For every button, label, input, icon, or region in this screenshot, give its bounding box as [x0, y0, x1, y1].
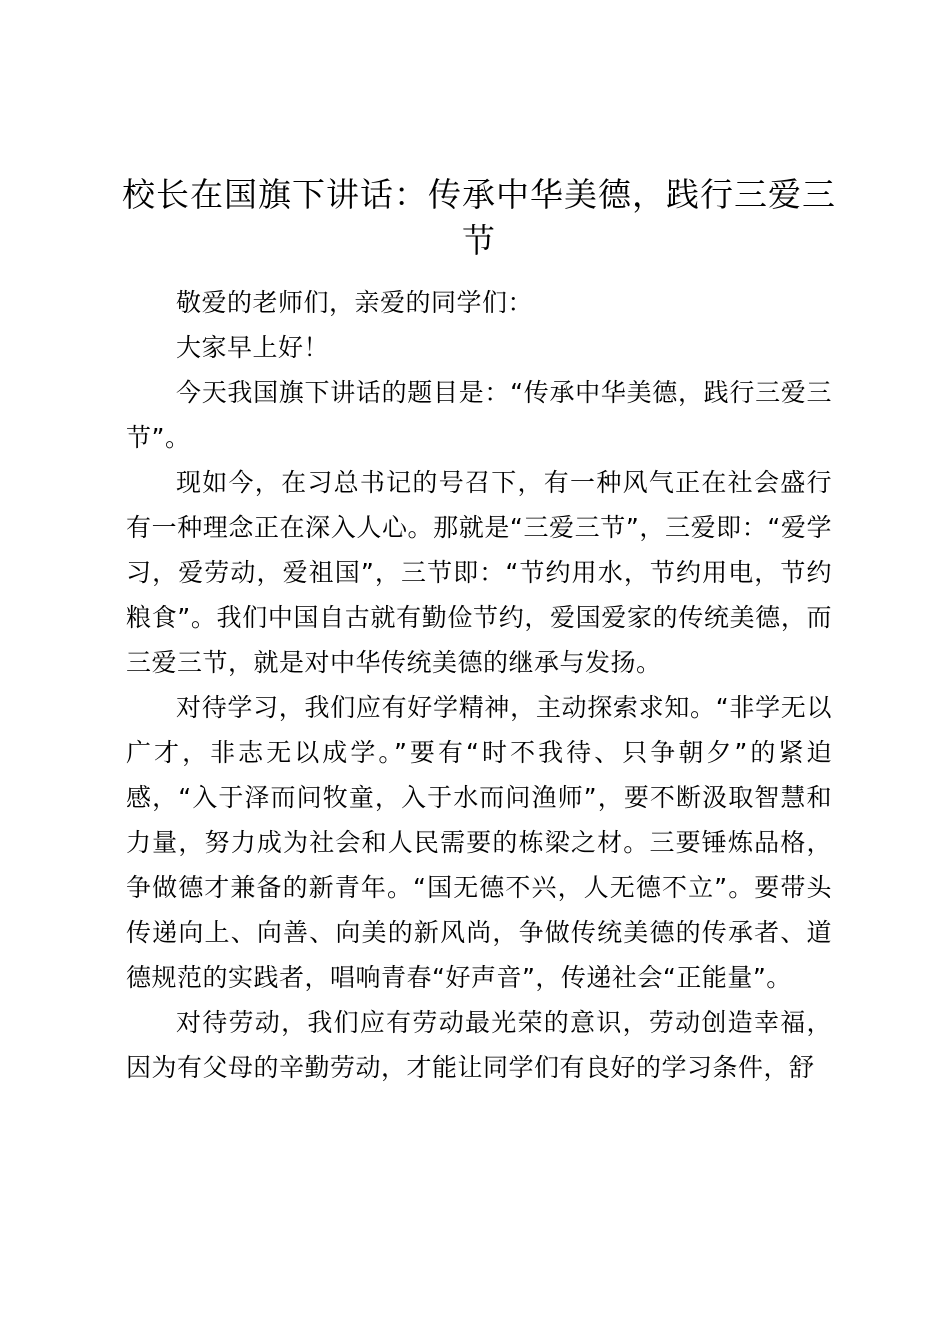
document-body [126, 280, 832, 1090]
document-title: 校长在国旗下讲话：传承中华美德，践行三爱三节 [122, 175, 836, 260]
intro-paragraph: 现如今，在习总书记的号召下，有一种风气正在社会盛行有一种理念正在深入人心。那就是“三爱三节”，三爱即：“爱学习，爱劳动，爱祖国”，三节即：“节约用水，节约用电，节约粮食”。我们中国自古就有勤俭节约，爱国爱家的传统美德，而三爱三节，就是对中华传统美德的继承与发扬。 [126, 468, 832, 677]
labor-paragraph: 对待劳动，我们应有劳动最光荣的意识，劳动创造幸福，因为有父母的辛勤劳动，才能让同学们有良好的学习条件，舒 [126, 1008, 832, 1082]
topic-paragraph: 今天我国旗下讲话的题目是：“传承中华美德，践行三爱三节”。 [126, 378, 832, 452]
salutation-paragraph: 大家早上好！ [176, 333, 330, 362]
greeting-paragraph: 敬爱的老师们，亲爱的同学们： [176, 288, 534, 317]
study-paragraph: 对待学习，我们应有好学精神，主动探索求知。“非学无以广才，非志无以成学。”要有“时不我待、只争朝夕”的紧迫感，“入于泽而问牧童，入于水而问渔师”，要不断汲取智慧和力量，努力成为社会和人民需要的栋梁之材。三要锤炼品格，争做德才兼备的新青年。“国无德不兴，人无德不立”。要带头传递向上、向善、向美的新风尚，争做传统美德的传承者、道德规范的实践者，唱响青春“好声音”，传递社会“正能量”。 [126, 693, 832, 992]
